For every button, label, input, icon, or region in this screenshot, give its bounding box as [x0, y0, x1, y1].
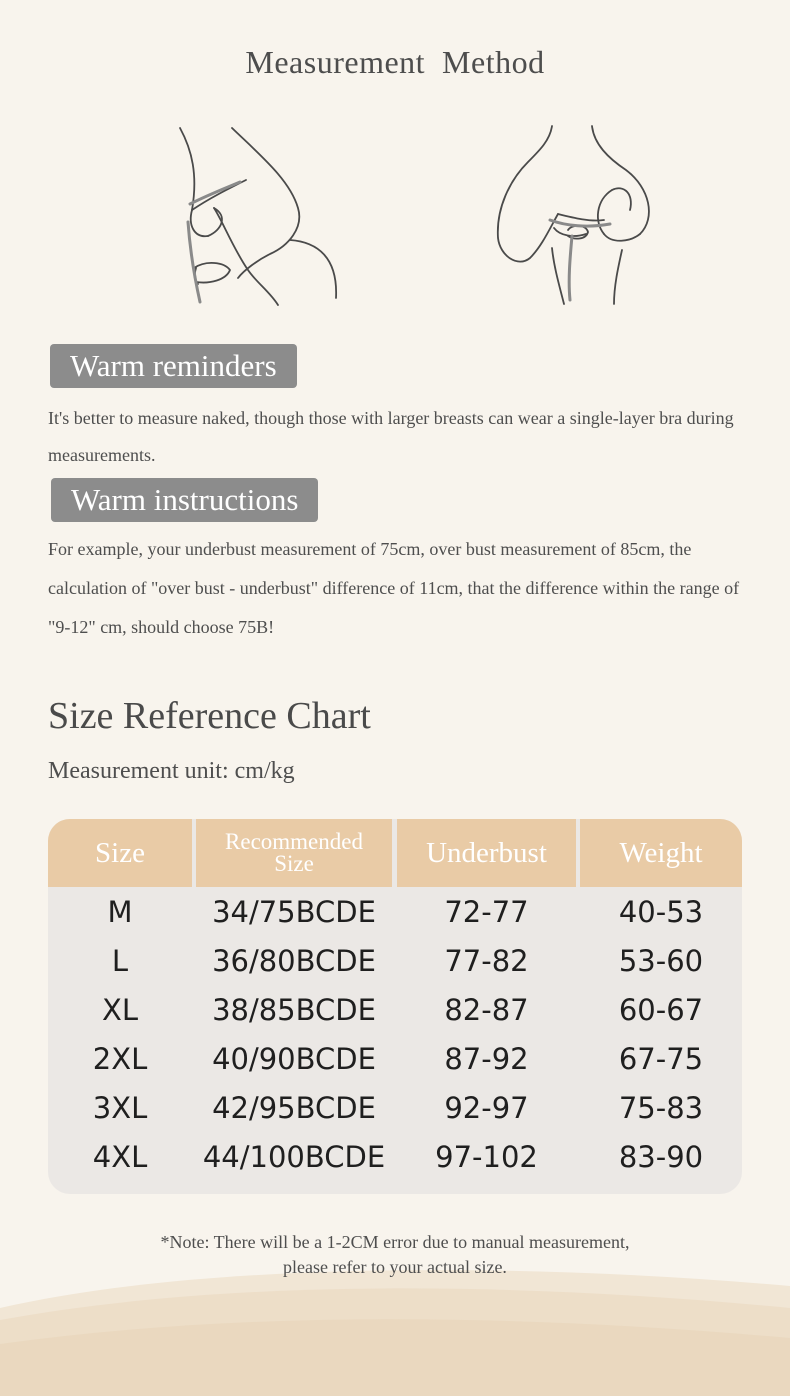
measurement-note — [0, 1230, 790, 1280]
measuring-overbust-figure-icon — [490, 118, 660, 308]
header-recommended-size — [196, 819, 392, 887]
table-row — [48, 1083, 742, 1132]
cell-weight: 40-53 — [618, 894, 704, 929]
cell-underbust: 72-77 — [444, 894, 529, 929]
cell-recommended: 42/95BCDE — [212, 1090, 376, 1125]
cell-recommended: 36/80BCDE — [212, 943, 376, 978]
table-row — [48, 887, 742, 936]
size-chart-title: Size Reference Chart — [48, 695, 371, 737]
table-row — [48, 985, 742, 1034]
cell-size: M — [107, 894, 133, 929]
table-row — [48, 1034, 742, 1083]
note-line-1: *Note: There will be a 1-2CM error due to manual measurement, — [160, 1232, 630, 1252]
cell-weight: 53-60 — [618, 943, 704, 978]
cell-weight: 67-75 — [618, 1041, 704, 1076]
cell-recommended: 40/90BCDE — [212, 1041, 376, 1076]
page-title: Measurement Method — [245, 44, 545, 80]
table-row — [48, 1132, 742, 1181]
cell-recommended: 34/75BCDE — [212, 894, 376, 929]
cell-underbust: 87-92 — [444, 1041, 529, 1076]
cell-underbust: 77-82 — [444, 943, 529, 978]
note-line-2: please refer to your actual size. — [283, 1257, 507, 1277]
cell-underbust: 97-102 — [435, 1139, 538, 1174]
cell-underbust: 92-97 — [444, 1090, 529, 1125]
cell-size: L — [111, 943, 129, 978]
table-row — [48, 936, 742, 985]
size-table — [48, 819, 742, 1194]
header-recommended-line2: Size — [274, 851, 314, 876]
decorative-wave-background — [0, 1268, 790, 1396]
warm-instructions-label: Warm instructions — [51, 478, 318, 522]
header-size: Size — [48, 819, 192, 887]
measuring-underbust-figure-icon — [170, 120, 350, 310]
cell-recommended: 44/100BCDE — [202, 1139, 386, 1174]
cell-size: 4XL — [92, 1139, 148, 1174]
measurement-unit: Measurement unit: cm/kg — [48, 758, 295, 784]
cell-underbust: 82-87 — [444, 992, 529, 1027]
cell-weight: 75-83 — [618, 1090, 704, 1125]
warm-instructions-text: For example, your underbust measurement of 75cm, over bust measurement of 85cm, the calculation of "over bust - underbust" difference of 11cm, that the difference within the range of "9-12" cm, should choose 75B! — [48, 539, 740, 637]
header-recommended-line1: Recommended — [225, 829, 363, 854]
cell-size: XL — [101, 992, 139, 1027]
header-weight: Weight — [580, 819, 742, 887]
cell-weight: 60-67 — [618, 992, 704, 1027]
cell-weight: 83-90 — [618, 1139, 704, 1174]
size-table-header — [48, 819, 742, 887]
cell-size: 3XL — [92, 1090, 148, 1125]
warm-reminders-label: Warm reminders — [50, 344, 297, 388]
cell-recommended: 38/85BCDE — [212, 992, 376, 1027]
cell-size: 2XL — [92, 1041, 148, 1076]
header-underbust: Underbust — [397, 819, 576, 887]
warm-reminders-text: It's better to measure naked, though those with larger breasts can wear a single-layer bra during measurements. — [48, 408, 734, 465]
